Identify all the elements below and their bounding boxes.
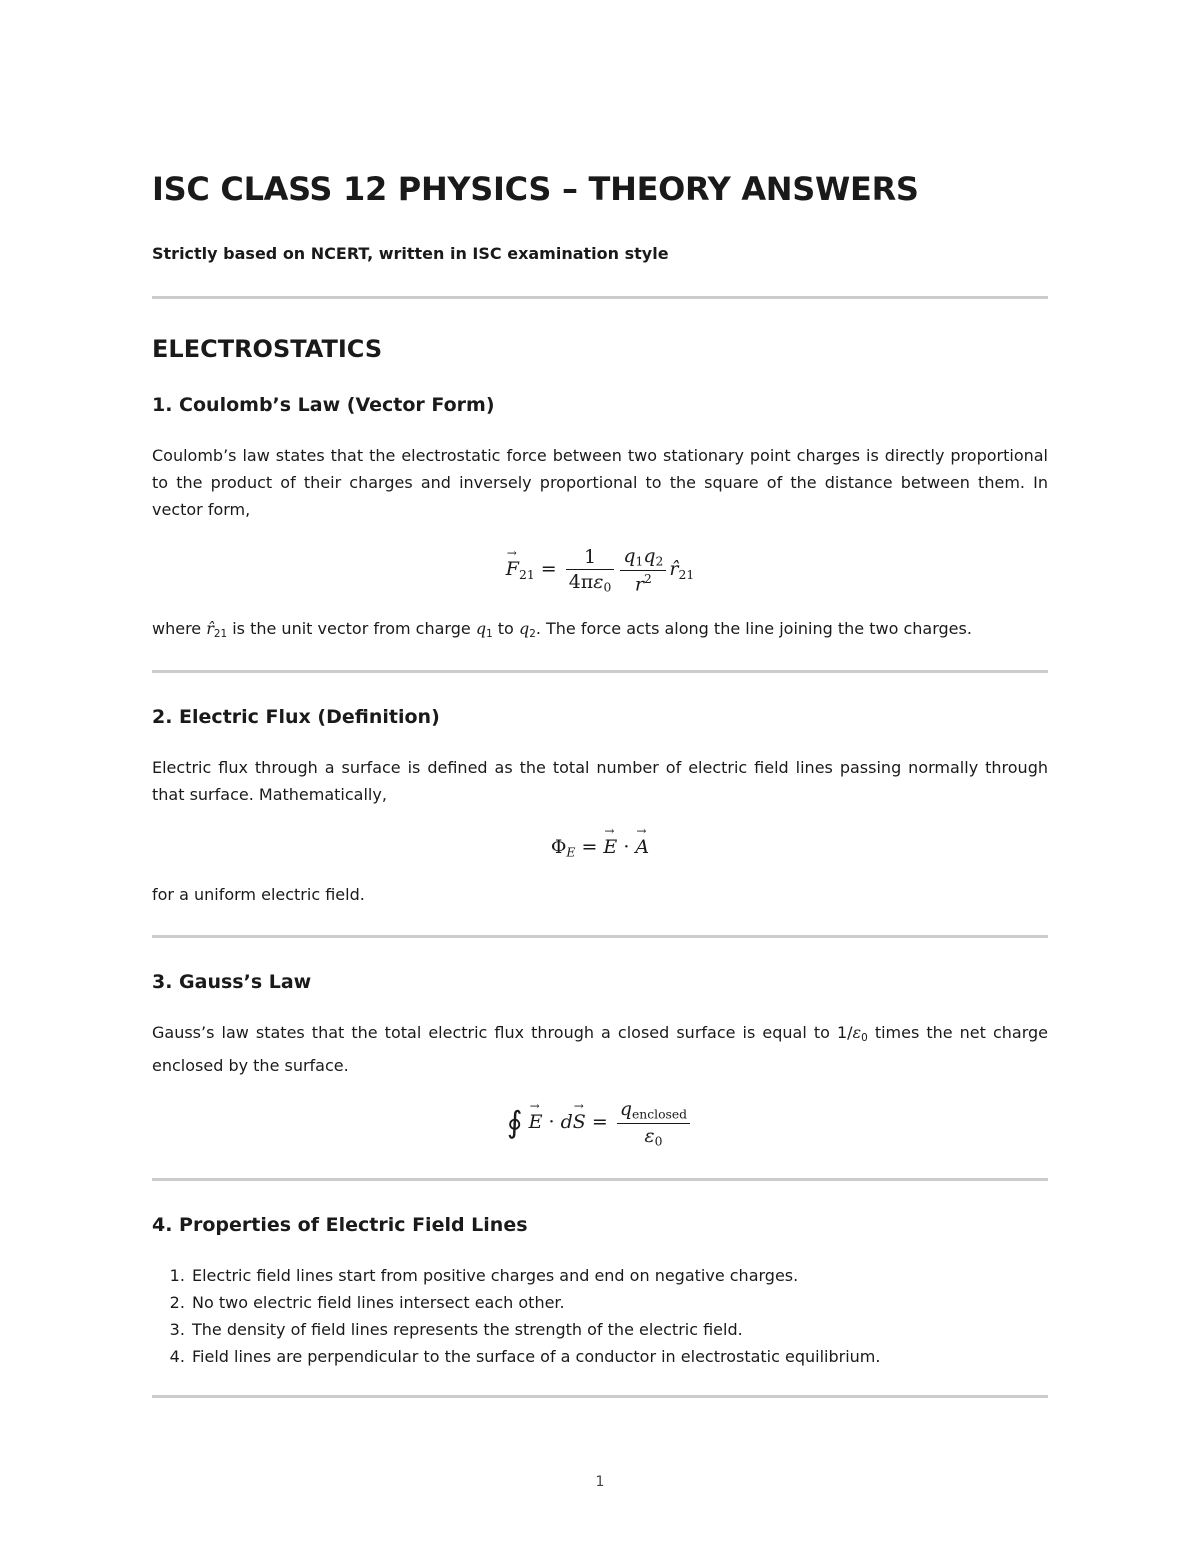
note-end: . The force acts along the line joining the two charges. (535, 619, 972, 638)
note-to: to (497, 619, 514, 638)
list-item: 1. Electric field lines start from positive charges and end on negative charges. (190, 1262, 880, 1289)
question-1-heading: 1. Coulomb’s Law (Vector Form) (152, 394, 495, 416)
divider (152, 935, 1048, 938)
divider (152, 670, 1048, 673)
question-2-text: Electric flux through a surface is defined as the total number of electric field lines passing normally through that surface. Mathematically, (152, 758, 1048, 804)
question-3-heading: 3. Gauss’s Law (152, 971, 312, 993)
divider (152, 1395, 1048, 1398)
list-item: 2. No two electric field lines intersect each other. (190, 1289, 880, 1316)
divider (152, 296, 1048, 299)
note-where: where (152, 619, 202, 638)
page-number: 1 (595, 1474, 605, 1490)
question-2-heading: 2. Electric Flux (Definition) (152, 706, 440, 728)
divider (152, 1178, 1048, 1181)
gauss-text-b: times the net charge enclosed by the surface. (152, 1023, 1049, 1076)
note-unit: is the unit vector from charge (232, 619, 471, 638)
question-3-text: Gauss’s law states that the total electric flux through a closed surface is equal to $1/\varepsilon_0$ times the net charge enclosed by the surface. (152, 1023, 1049, 1076)
question-4-heading: 4. Properties of Electric Field Lines (152, 1214, 528, 1236)
page-title: ISC CLASS 12 PHYSICS – THEORY ANSWERS (152, 170, 919, 208)
coulomb-equation: $F \to_{21}$ = $\frac{1}{4\pi\varepsilon_0}$ $\frac{q_1q_2}{r^2}$ $r̂_{21}$ (152, 545, 1048, 595)
list-item: 3. The density of field lines represents the strength of the electric field. (190, 1316, 880, 1343)
question-1-text: Coulomb’s law states that the electrostatic force between two stationary point charges is directly proportional to the product of their charges and inversely proportional to the square of the distance between them. In vector form, (152, 446, 1048, 519)
list-item: 4. Field lines are perpendicular to the surface of a conductor in electrostatic equilibrium. (190, 1343, 880, 1370)
section-title: ELECTROSTATICS (152, 335, 383, 363)
gauss-equation: ∮ E → · dS → = $\frac{q_{enclosed}}{\varepsilon_0}$ (152, 1098, 1048, 1148)
question-2-note: for a uniform electric field. (152, 885, 365, 904)
field-lines-properties-list (152, 1262, 880, 1370)
flux-equation: $\Phi_E = E$ → · A → (152, 836, 1048, 860)
page-subtitle: Strictly based on NCERT, written in ISC examination style (152, 244, 669, 263)
question-1-note: where $r̂_{21}$ is the unit vector from charge $q_1$ to $q_2$. The force acts along the line joining the two charges. (152, 619, 972, 641)
gauss-text-a: Gauss’s law states that the total electric flux through a closed surface is equal to (152, 1023, 830, 1042)
